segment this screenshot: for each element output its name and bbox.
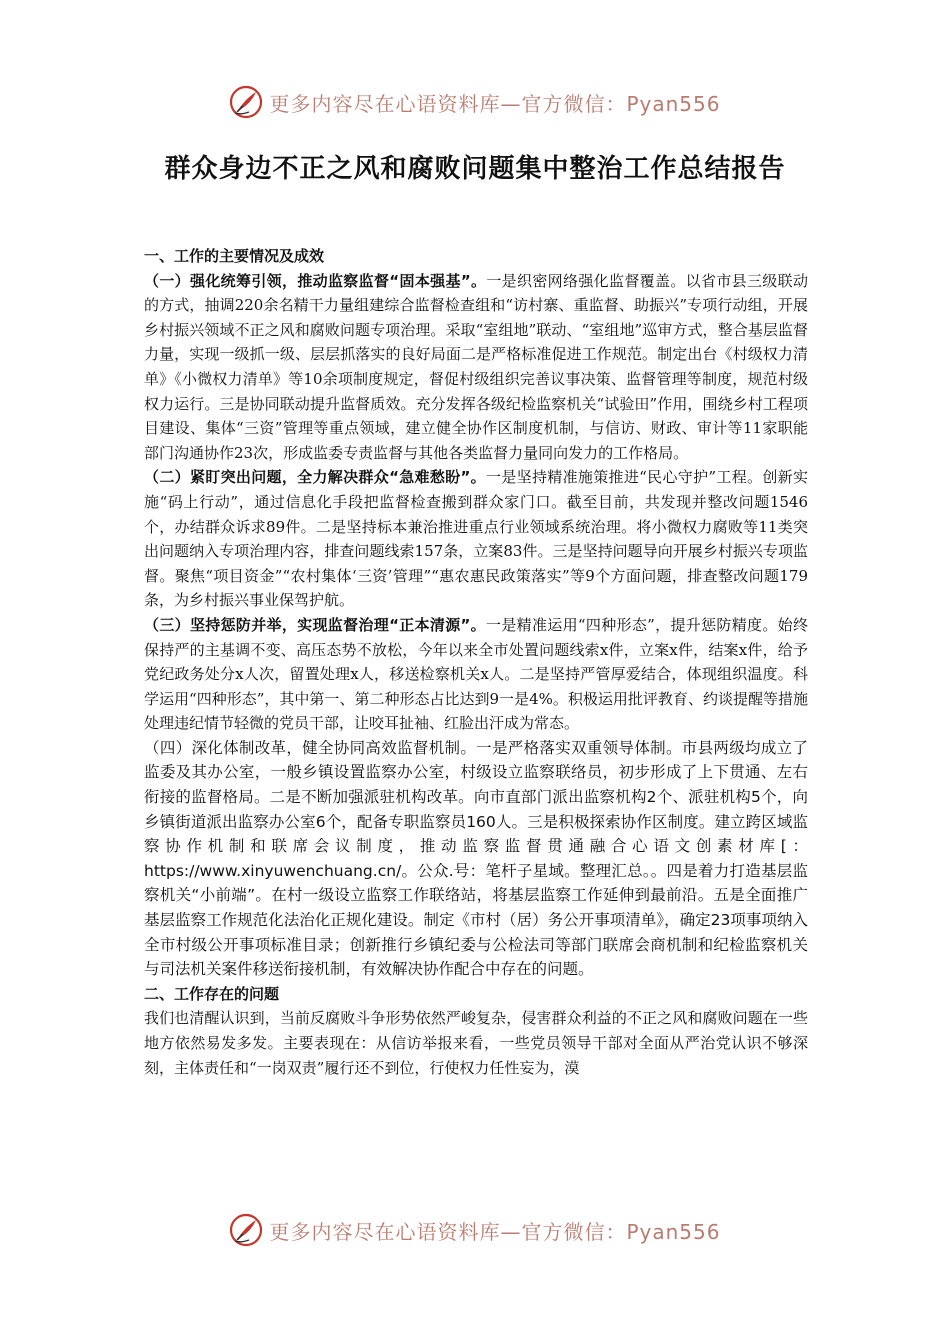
paragraph-4: （四）深化体制改革，健全协同高效监督机制。一是严格落实双重领导体制。市县两级均成立了监委及其办公室，一般乡镇设置监察办公室，村级设立监察联络员，初步形成了上下贯通、左右衔接的监督格局。二是不断加强派驻机构改革。向市直部门派出监察机构2个、派驻机构5个，向乡镇街道派出监察办公室6个，配备专职监察员160人。三是积极探索协作区制度。建立跨区域监察协作机制和联席会议制度，推动监察监督贯通融合心语文创素材库[：https://www.xinyuwenchuang.cn/。公众.号：笔杆子星域。整理汇总。。四是着力打造基层监察机关“小前端”。在村一级设立监察工作联络站，将基层监察工作延伸到最前沿。五是全面推广基层监察工作规范化法治化正规化建设。制定《市村（居）务公开事项清单》，确定23项事项纳入全市村级公开事项标准目录；创新推行乡镇纪委与公检法司等部门联席会商机制和纪检监察机关与司法机关案件移送衔接机制，有效解决协作配合中存在的问题。	[144, 738, 808, 979]
paragraph-3-lead: （三）坚持惩防并举，实现监督治理“正本清源”。	[144, 615, 486, 634]
banner-text: 更多内容尽在心语资料库—官方微信：Pyan556	[269, 1219, 721, 1244]
banner-text: 更多内容尽在心语资料库—官方微信：Pyan556	[269, 91, 721, 116]
section-heading-1: 一、工作的主要情况及成效	[144, 247, 325, 265]
section-heading-2: 二、工作存在的问题	[144, 984, 280, 1003]
paragraph-2	[144, 465, 808, 613]
header-banner	[0, 80, 950, 124]
paragraph-2-lead: （二）紧盯突出问题，全力解决群众“急难愁盼”。	[144, 468, 486, 487]
quill-logo-icon	[229, 85, 263, 119]
document-body	[144, 244, 808, 1080]
paragraph-3	[144, 613, 808, 736]
paragraph-1	[144, 269, 808, 466]
footer-banner	[0, 1208, 950, 1252]
document-title: 群众身边不正之风和腐败问题集中整治工作总结报告	[164, 154, 786, 184]
paragraph-2-body: 一是坚持精准施策推进“民心守护”工程。创新实施“码上行动”，通过信息化手段把监督检查搬到群众家门口。截至目前，共发现并整改问题1546个，办结群众诉求89件。二是坚持标本兼治推进重点行业领域系统治理。将小微权力腐败等11类突出问题纳入专项治理内容，排查问题线索157条，立案83件。三是坚持问题导向开展乡村振兴专项监督。聚焦“项目资金”“农村集体‘三资’管理”“惠农惠民政策落实”等9个方面问题，排查整改问题179条，为乡村振兴事业保驾护航。	[144, 468, 808, 610]
paragraph-1-body: 一是织密网络强化监督覆盖。以省市县三级联动的方式，抽调220余名精干力量组建综合监督检查组和“访村寨、重监督、助振兴”专项行动组，开展乡村振兴领域不正之风和腐败问题专项治理。采取“室组地”联动、“室组地”巡审方式，整合基层监督力量，实现一级抓一级、层层抓落实的良好局面二是严格标准促进工作规范。制定出台《村级权力清单》《小微权力清单》等10余项制度规定，督促村级组织完善议事决策、监督管理等制度，规范村级权力运行。三是协同联动提升监督质效。充分发挥各级纪检监察机关“试验田”作用，围绕乡村工程项目建设、集体“三资”管理等重点领域，建立健全协作区制度机制，与信访、财政、审计等11家职能部门沟通协作23次，形成监委专责监督与其他各类监督力量同向发力的工作格局。	[144, 271, 808, 462]
paragraph-1-lead: （一）强化统筹引领，推动监察监督“固本强基”。	[144, 271, 487, 290]
quill-logo-icon	[229, 1213, 263, 1247]
paragraph-5: 我们也清醒认识到，当前反腐败斗争形势依然严峻复杂，侵害群众利益的不正之风和腐败问题在一些地方依然易发多发。主要表现在：从信访举报来看，一些党员领导干部对全面从严治党认识不够深刻，主体责任和“一岗双责”履行还不到位，行使权力任性妄为，漠	[144, 1009, 808, 1077]
paragraph-3-body: 一是精准运用“四种形态”，提升惩防精度。始终保持严的主基调不变、高压态势不放松，今年以来全市处置问题线索x件，立案x件，结案x件，给予党纪政务处分x人次，留置处理x人，移送检察机关x人。二是坚持严管厚爱结合，体现组织温度。科学运用“四种形态”，其中第一、第二种形态占比达到9一是4%。积极运用批评教育、约谈提醒等措施处理违纪情节轻微的党员干部，让咬耳扯袖、红脸出汗成为常态。	[144, 615, 808, 733]
